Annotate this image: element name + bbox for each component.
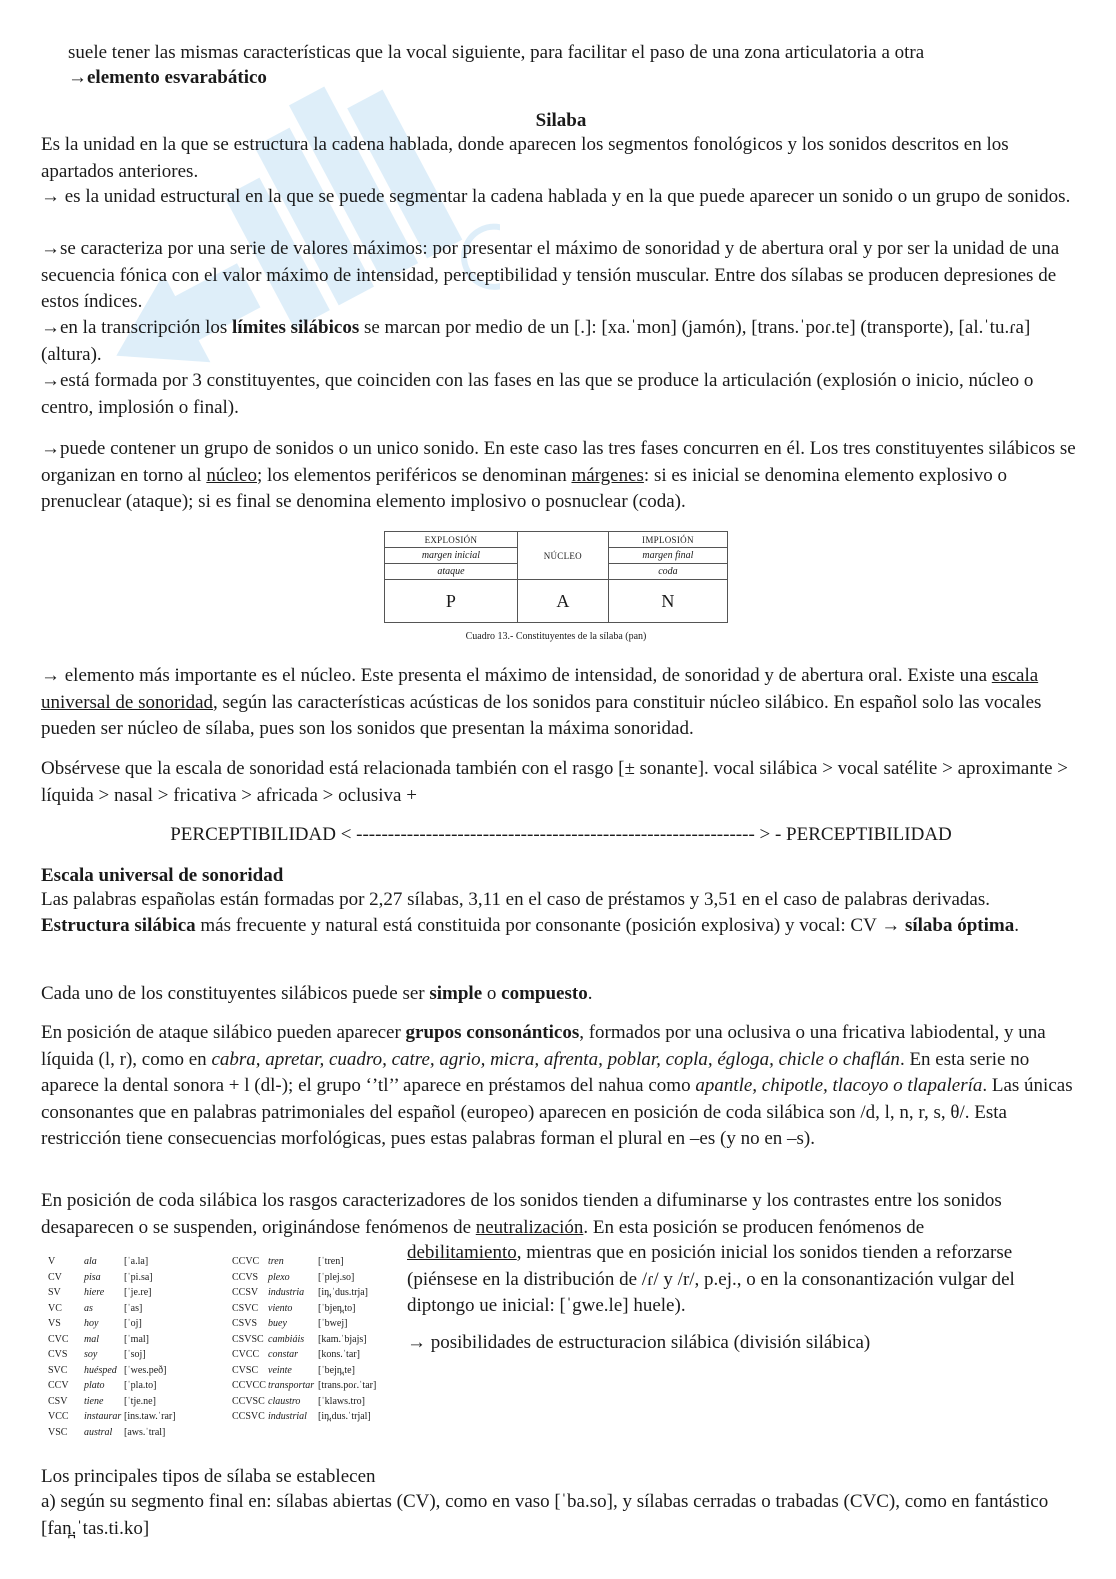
syllable-transcription: [ˈoj] bbox=[124, 1318, 142, 1329]
syllable-pattern: CVSC bbox=[232, 1364, 259, 1376]
syllable-pattern: CSVSC bbox=[232, 1333, 264, 1345]
syllable-example: austral bbox=[84, 1426, 113, 1438]
paragraph-structuring-possibilities: → posibilidades de estructuracion silábica (división silábica) bbox=[407, 1332, 871, 1353]
syllable-transcription: [ˈpi.sa] bbox=[124, 1271, 153, 1283]
subheading-sonority: Escala universal de sonoridad bbox=[41, 865, 284, 886]
syllable-transcription: [ˈtren] bbox=[318, 1256, 344, 1267]
syllable-transcription: [ˈplej.so] bbox=[318, 1271, 355, 1283]
cell-implosion: IMPLOSIÓN bbox=[608, 532, 727, 548]
syllable-pattern: CVC bbox=[48, 1333, 69, 1345]
paragraph-syllable-limits: →en la transcripción los límites silábicos se marcan por medio de un [.]: [xa.ˈmon] (jamón), [trans.ˈpoɾ.te] (transporte), [al.ˈtu.ɾa] (altura). bbox=[41, 317, 1031, 365]
syllable-transcription: [ˈtje.ne] bbox=[124, 1395, 156, 1407]
syllable-transcription: [ˈbwej] bbox=[318, 1318, 348, 1329]
section-title: Silaba bbox=[535, 110, 587, 131]
syllable-type-row bbox=[48, 1285, 224, 1301]
paragraph-optimal-syllable: Estructura silábica más frecuente y natural está constituida por consonante (posición explosiva) y vocal: CV → sílaba óptima. bbox=[41, 915, 1019, 936]
syllable-example: as bbox=[84, 1302, 93, 1314]
syllable-pattern: VS bbox=[48, 1318, 61, 1329]
syllable-type-row bbox=[232, 1363, 408, 1379]
syllable-pattern: VSC bbox=[48, 1426, 68, 1438]
syllable-pattern: CCVS bbox=[232, 1271, 259, 1283]
cell-explosion: EXPLOSIÓN bbox=[385, 532, 518, 548]
syllable-example: tren bbox=[268, 1256, 284, 1267]
syllable-transcription: [ˈsoj] bbox=[124, 1349, 146, 1360]
syllable-example: hiere bbox=[84, 1287, 105, 1298]
syllable-pattern: CVS bbox=[48, 1349, 68, 1360]
syllable-transcription: [ˈas] bbox=[124, 1302, 143, 1314]
syllable-pattern: SV bbox=[48, 1287, 61, 1298]
syllable-pattern: V bbox=[48, 1256, 56, 1267]
syllable-example: cambiáis bbox=[268, 1333, 305, 1345]
syllable-example: constar bbox=[268, 1349, 298, 1360]
table-caption: Cuadro 13.- Constituyentes de la sílaba (pan) bbox=[465, 631, 647, 642]
syllable-example: veinte bbox=[268, 1364, 292, 1376]
syllable-pattern: CCVC bbox=[232, 1256, 260, 1267]
cell-coda: coda bbox=[608, 564, 727, 580]
syllable-type-row bbox=[48, 1332, 224, 1348]
syllable-example: hoy bbox=[84, 1318, 99, 1329]
syllable-transcription: [ˈklaws.tro] bbox=[318, 1395, 365, 1407]
syllable-type-row bbox=[48, 1409, 224, 1425]
syllable-example: instaurar bbox=[84, 1411, 122, 1422]
cell-nucleo: NÚCLEO bbox=[517, 532, 608, 580]
syllable-example: claustro bbox=[268, 1395, 301, 1407]
syllable-transcription: [ˈbejn̪.te] bbox=[318, 1364, 355, 1376]
syllable-type-row bbox=[232, 1394, 408, 1410]
paragraph-open-closed: a) según su segmento final en: sílabas abiertas (CV), como en vaso [ˈba.so], y sílabas cerradas o trabadas (CVC), como en fantástico [fan̪.ˈtas.ti.ko] bbox=[41, 1491, 1049, 1539]
intro-line: suele tener las mismas características que la vocal siguiente, para facilitar el paso de una zona articulatoria a otra bbox=[68, 42, 925, 63]
syllable-transcription: [ˈwes.peð] bbox=[124, 1364, 167, 1376]
cell-ataque: ataque bbox=[385, 564, 518, 580]
syllable-pattern: CSVS bbox=[232, 1318, 258, 1329]
paragraph-nucleus-margins: →puede contener un grupo de sonidos o un unico sonido. En este caso las tres fases concurren en él. Los tres constituyentes silábicos se organizan en torno al núcleo; los elementos periféricos se denominan márgenes: si es inicial se denomina elemento explosivo o prenuclear (ataque); si es final se denomina elemento implosivo o posnuclear (coda). bbox=[41, 438, 1076, 512]
syllable-transcription: [kam.ˈbjajs] bbox=[318, 1333, 367, 1345]
syllable-transcription: [ˈpla.to] bbox=[124, 1380, 157, 1391]
syllable-transcription: [kons.ˈtar] bbox=[318, 1349, 360, 1360]
syllable-transcription: [ˈmal] bbox=[124, 1333, 149, 1345]
syllable-type-row bbox=[232, 1409, 408, 1425]
cell-margen-inicial: margen inicial bbox=[385, 548, 518, 564]
paragraph-sonority-scale: Obsérvese que la escala de sonoridad está relacionada también con el rasgo [± sonante]. vocal silábica > vocal satélite > aproximante > líquida > nasal > fricativa > africada > oclusiva + bbox=[41, 758, 1069, 806]
syllable-example: industrial bbox=[268, 1411, 307, 1422]
term-esvarabatico: elemento esvarabático bbox=[87, 67, 267, 88]
arrow-icon: → bbox=[68, 67, 87, 88]
syllable-transcription: [trans.poɾ.ˈtar] bbox=[318, 1380, 377, 1391]
cell-a: A bbox=[517, 580, 608, 623]
cell-n: N bbox=[608, 580, 727, 623]
syllable-example: buey bbox=[268, 1318, 287, 1329]
syllable-pattern: CSVC bbox=[232, 1302, 259, 1314]
syllable-type-row bbox=[48, 1254, 224, 1270]
syllable-pattern: CCVSC bbox=[232, 1395, 265, 1407]
syllable-transcription: [ins.taw.ˈrar] bbox=[124, 1411, 176, 1422]
paragraph-syllable-count: Las palabras españolas están formadas por 2,27 sílabas, 3,11 en el caso de préstamos y 3,51 en el caso de palabras derivadas. bbox=[41, 889, 990, 910]
syllable-pattern: CCV bbox=[48, 1380, 69, 1391]
syllable-pattern: VCC bbox=[48, 1411, 69, 1422]
syllable-type-row bbox=[232, 1254, 408, 1270]
syllable-transcription: [ˈa.la] bbox=[124, 1256, 149, 1267]
syllable-example: plexo bbox=[268, 1271, 290, 1283]
syllable-example: huésped bbox=[84, 1364, 117, 1376]
perceptibility-line: PERCEPTIBILIDAD < --------------------------------------------------------------- > - PERCEPTIBILIDAD bbox=[170, 824, 952, 845]
cell-p: P bbox=[385, 580, 518, 623]
paragraph-main-types: Los principales tipos de sílaba se establecen bbox=[41, 1466, 376, 1487]
syllable-pattern: CCVCC bbox=[232, 1380, 266, 1391]
syllable-type-row bbox=[232, 1347, 408, 1363]
syllable-type-row bbox=[232, 1301, 408, 1317]
syllable-type-row bbox=[232, 1270, 408, 1286]
syllable-type-row bbox=[232, 1332, 408, 1348]
syllable-type-row bbox=[232, 1285, 408, 1301]
syllable-transcription: [in̪.ˈdus.trja] bbox=[318, 1287, 368, 1298]
syllable-type-row bbox=[48, 1425, 224, 1441]
syllable-type-row bbox=[48, 1316, 224, 1332]
syllable-type-row bbox=[48, 1378, 224, 1394]
syllable-example: viento bbox=[268, 1302, 293, 1314]
paragraph-nucleus-importance: → elemento más importante es el núcleo. Este presenta el máximo de intensidad, de sonoridad y de abertura oral. Existe una escala universal de sonoridad, según las características acústicas de los sonidos para constituir núcleo silábico. En español solo las vocales pueden ser núcleo de sílaba, pues son los sonidos que presentan la máxima sonoridad. bbox=[41, 665, 1042, 739]
syllable-pattern: VC bbox=[48, 1302, 62, 1314]
syllable-types-right bbox=[232, 1254, 408, 1425]
paragraph-max-values: →se caracteriza por una serie de valores máximos: por presentar el máximo de sonoridad y de abertura oral y por ser la unidad de una secuencia fónica con el valor máximo de intensidad, perceptibilidad y tensión muscular. Entre dos sílabas se producen depresiones de estos índices. bbox=[41, 238, 1060, 312]
syllable-type-row bbox=[232, 1316, 408, 1332]
syllable-type-row bbox=[232, 1378, 408, 1394]
paragraph-definition: Es la unidad en la que se estructura la cadena hablada, donde aparecen los segmentos fonológicos y los sonidos descritos en los apartados anteriores. bbox=[41, 134, 1009, 182]
syllable-type-row bbox=[48, 1363, 224, 1379]
syllable-example: soy bbox=[84, 1349, 98, 1360]
syllable-type-row bbox=[48, 1347, 224, 1363]
paragraph-consonant-groups: En posición de ataque silábico pueden aparecer grupos consonánticos, formados por una oclusiva o una fricativa labiodental, y una líquida (l, r), como en cabra, apretar, cuadro, catre, agrio, micra, afrenta, poblar, copla, égloga, chicle o chaflán. En esta serie no aparece la dental sonora + l (dl-); el grupo ‘’tl’’ aparece en préstamos del nahua como apantle, chipotle, tlacoyo o tlapalería. Las únicas consonantes que en palabras patrimoniales del español (europeo) aparecen en posición de coda silábica son /d, l, n, r, s, θ/. Esta restricción tiene consecuencias morfológicas, pues estas palabras forman el plural en –es (y no en –s). bbox=[41, 1022, 1073, 1149]
syllable-transcription: [aws.ˈtral] bbox=[124, 1426, 166, 1438]
syllable-type-row bbox=[48, 1270, 224, 1286]
cell-margen-final: margen final bbox=[608, 548, 727, 564]
paragraph-simple-compound: Cada uno de los constituyentes silábicos puede ser simple o compuesto. bbox=[41, 983, 593, 1004]
syllable-pattern: CCSV bbox=[232, 1287, 259, 1298]
syllable-example: transportar bbox=[268, 1380, 315, 1391]
syllable-transcription: [ˈje.re] bbox=[124, 1287, 152, 1298]
paragraph-weakening: debilitamiento, mientras que en posición inicial los sonidos tienden a reforzarse (piénsese en la distribución de /ɾ/ y /r/, p.ej., o en la consonantización vulgar del diptongo ue inicial: [ˈgwe.le] huele). bbox=[407, 1242, 1015, 1316]
syllable-example: mal bbox=[84, 1333, 99, 1345]
syllable-pattern: CCSVC bbox=[232, 1411, 265, 1422]
syllable-pattern: CV bbox=[48, 1271, 62, 1283]
syllable-example: industria bbox=[268, 1287, 305, 1298]
paragraph-structural-unit: → es la unidad estructural en la que se puede segmentar la cadena hablada y en la que puede aparecer un sonido o un grupo de sonidos. bbox=[41, 186, 1071, 207]
paragraph-coda-neutralization: En posición de coda silábica los rasgos caracterizadores de los sonidos tienden a difuminarse y los contrastes entre los sonidos desaparecen o se suspenden, originándose fenómenos de neutralización. En esta posición se producen fenómenos de bbox=[41, 1190, 1002, 1238]
syllable-type-row bbox=[48, 1301, 224, 1317]
syllable-type-row bbox=[48, 1394, 224, 1410]
syllable-transcription: [ˈbjen̪.to] bbox=[318, 1302, 356, 1314]
syllable-pattern: CSV bbox=[48, 1395, 68, 1407]
paragraph-constituents: →está formada por 3 constituyentes, que coinciden con las fases en las que se produce la articulación (explosión o inicio, núcleo o centro, implosión o final). bbox=[41, 370, 1034, 418]
syllable-example: tiene bbox=[84, 1395, 104, 1407]
syllable-example: pisa bbox=[84, 1271, 101, 1283]
constituents-table bbox=[384, 531, 728, 623]
syllable-example: ala bbox=[84, 1256, 97, 1267]
syllable-transcription: [in̪.dus.ˈtrjal] bbox=[318, 1411, 371, 1422]
syllable-types-left bbox=[48, 1254, 224, 1440]
syllable-pattern: CVCC bbox=[232, 1349, 260, 1360]
syllable-example: plato bbox=[84, 1380, 105, 1391]
intro-term-line bbox=[68, 65, 1078, 92]
syllable-pattern: SVC bbox=[48, 1364, 68, 1376]
